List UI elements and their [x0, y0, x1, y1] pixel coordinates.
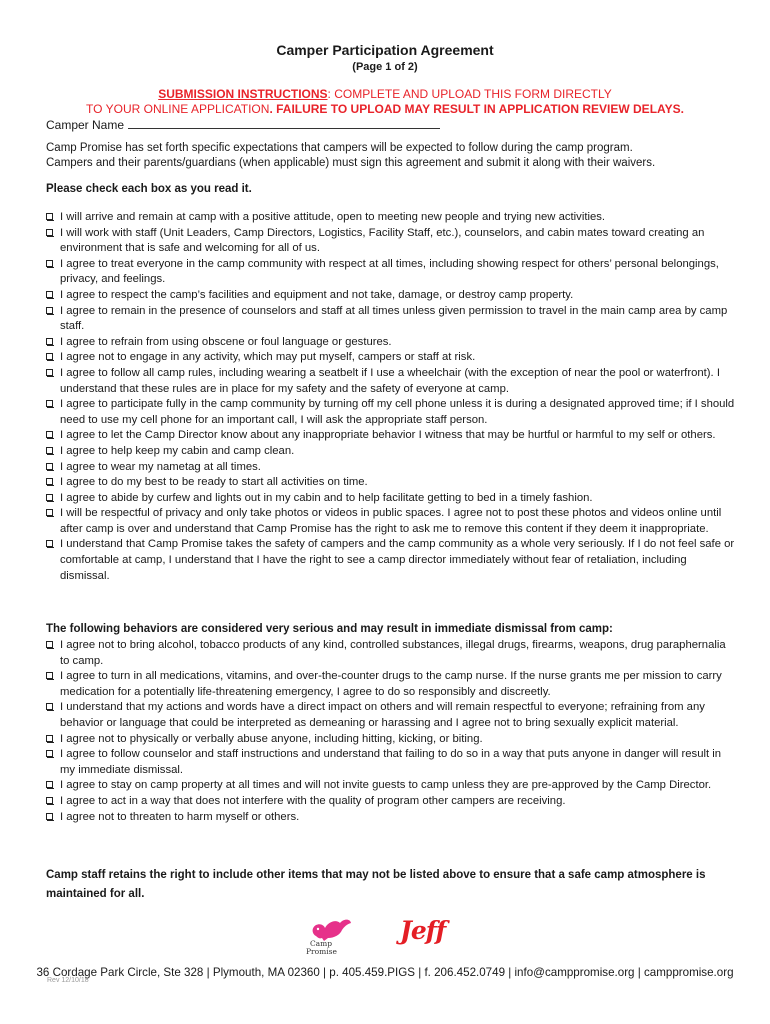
- serious-item: [46, 747, 736, 778]
- instructions-text-3: . FAILURE TO UPLOAD MAY RESULT IN APPLICATION REVIEW DELAYS.: [269, 102, 684, 116]
- agreement-text: I will be respectful of privacy and only take photos or videos in public spaces. I agree not to post these photos and videos online until after camp is over and understand that Camp Promise has the right to ask me to remove this content if they deem it inappropriate.: [60, 507, 722, 535]
- agreement-text: I agree to let the Camp Director know about any inappropriate behavior I witness that may be hurtful or harmful to my self or others.: [60, 429, 716, 442]
- camper-name-field[interactable]: [128, 117, 440, 129]
- serious-item: [46, 778, 736, 794]
- agreement-item: [46, 257, 736, 288]
- agreement-text: I agree to refrain from using obscene or foul language or gestures.: [60, 335, 392, 348]
- agreement-item: [46, 304, 736, 335]
- camper-name-row: [46, 117, 440, 132]
- agreement-text: I agree to follow all camp rules, including wearing a seatbelt if I use a wheelchair (with the exception of near the pool or waterfront). I understand that these rules are in place for my safety and the safety of everyone at camp.: [60, 366, 720, 395]
- agreement-item: [46, 444, 736, 460]
- checkbox[interactable]: [46, 307, 53, 314]
- agreement-list: [46, 210, 736, 584]
- checkbox[interactable]: [46, 478, 53, 485]
- serious-text: I agree to act in a way that does not interfere with the quality of program other campers are receiving.: [60, 794, 566, 807]
- agreement-text: I agree to treat everyone in the camp community with respect at all times, including showing respect for others’ personal belongings, privacy, and feelings.: [60, 257, 719, 286]
- checkbox[interactable]: [46, 641, 53, 648]
- checkbox[interactable]: [46, 260, 53, 267]
- agreement-text: I agree not to engage in any activity, which may put myself, campers or staff at risk.: [60, 351, 476, 364]
- checkbox[interactable]: [46, 781, 53, 788]
- checkbox[interactable]: [46, 229, 53, 236]
- agreement-item: [46, 460, 736, 476]
- agreement-item: [46, 350, 736, 366]
- checkbox[interactable]: [46, 703, 53, 710]
- serious-item: [46, 732, 736, 748]
- instructions-text-1: : COMPLETE AND UPLOAD THIS FORM DIRECTLY: [327, 87, 612, 101]
- checkbox[interactable]: [46, 797, 53, 804]
- checkbox[interactable]: [46, 338, 53, 345]
- agreement-item: [46, 288, 736, 304]
- serious-text: I understand that my actions and words have a direct impact on others and will remain respectful to everyone; refraining from any behavior or language that could be interpreted as demeaning or harassing and I agree not to bring sexually explicit material.: [60, 701, 705, 729]
- agreement-item: [46, 537, 736, 584]
- agreement-text: I agree to participate fully in the camp community by turning off my cell phone unless it is during a designated approved time; if I should need to use my cell phone for an important call, I will ask the appropriate staff person.: [60, 398, 735, 426]
- checkbox[interactable]: [46, 369, 53, 376]
- agreement-text: I will arrive and remain at camp with a positive attitude, open to meeting new people and trying new activities.: [60, 211, 606, 223]
- jeff-logo: [400, 916, 450, 952]
- revision-stamp: Rev 12/10/18: [47, 977, 89, 984]
- serious-behaviors-heading: The following behaviors are considered very serious and may result in immediate dismissal from camp:: [46, 623, 613, 635]
- checkbox[interactable]: [46, 735, 53, 742]
- checkbox[interactable]: [46, 213, 53, 220]
- serious-item: [46, 700, 736, 731]
- instructions-text-2: TO YOUR ONLINE APPLICATION: [86, 102, 270, 116]
- serious-text: I agree to stay on camp property at all times and will not invite guests to camp unless they are pre-approved by the Camp Director.: [60, 779, 712, 792]
- serious-text: I agree not to physically or verbally abuse anyone, including hitting, kicking, or biting.: [60, 732, 483, 745]
- checkbox[interactable]: [46, 540, 53, 547]
- jeff-logo-text: Jeff: [400, 916, 446, 945]
- serious-text: I agree to turn in all medications, vitamins, and over-the-counter drugs to the camp nurse. If the nurse grants me per mission to carry medication for a potentially life-threatening emergency, I agree to do so responsibly and discreetly.: [60, 670, 722, 698]
- agreement-item: [46, 226, 736, 257]
- page-title: Camper Participation Agreement: [276, 42, 494, 58]
- agreement-text: I agree to respect the camp’s facilities and equipment and not take, damage, or destroy camp property.: [60, 288, 574, 301]
- checkbox[interactable]: [46, 494, 53, 501]
- checkbox[interactable]: [46, 463, 53, 470]
- serious-text: I agree not to threaten to harm myself or others.: [60, 810, 300, 823]
- agreement-text: I will work with staff (Unit Leaders, Camp Directors, Logistics, Facility Staff, etc.), counselors, and cabin mates toward creating an environment that is safe and welcoming for all of us.: [60, 226, 705, 255]
- serious-item: [46, 810, 736, 826]
- agreement-item: [46, 491, 736, 507]
- checkbox[interactable]: [46, 509, 53, 516]
- checkbox[interactable]: [46, 750, 53, 757]
- checkbox[interactable]: [46, 447, 53, 454]
- agreement-item: [46, 335, 736, 351]
- serious-item: [46, 794, 736, 810]
- camp-promise-logo: [306, 914, 358, 962]
- instructions-label: SUBMISSION INSTRUCTIONS: [158, 87, 328, 101]
- footer-contact: 36 Cordage Park Circle, Ste 328 | Plymouth, MA 02360 | p. 405.459.PIGS | f. 206.452.0749 | info@camppromise.org | camppromise.org: [36, 966, 734, 979]
- checkbox[interactable]: [46, 813, 53, 820]
- camper-name-label: Camper Name: [46, 118, 125, 132]
- agreement-item: [46, 397, 736, 428]
- check-heading: Please check each box as you read it.: [46, 183, 252, 195]
- checkbox[interactable]: [46, 431, 53, 438]
- agreement-item: [46, 506, 736, 537]
- agreement-text: I agree to wear my nametag at all times.: [60, 460, 261, 473]
- agreement-item: [46, 210, 736, 226]
- closing-statement: Camp staff retains the right to include other items that may not be listed above to ensure that a safe camp atmosphere is maintained for all.: [46, 869, 706, 900]
- agreement-text: I understand that Camp Promise takes the safety of campers and the camp community as a whole very seriously. If I do not feel safe or comfortable at camp, I understand that I have the right to see a camp director immediately without fear of retaliation, including dismissal.: [60, 538, 735, 582]
- serious-text: I agree to follow counselor and staff instructions and understand that failing to do so in a way that puts anyone in danger will result in my immediate dismissal.: [60, 748, 722, 776]
- serious-behaviors-list: [46, 638, 736, 825]
- checkbox[interactable]: [46, 291, 53, 298]
- intro-line-2: Campers and their parents/guardians (when applicable) must sign this agreement and submit it along with their waivers.: [46, 157, 656, 169]
- serious-text: I agree not to bring alcohol, tobacco products of any kind, controlled substances, illegal drugs, firearms, weapons, drug paraphernalia to camp.: [60, 639, 726, 667]
- agreement-item: [46, 428, 736, 444]
- checkbox[interactable]: [46, 672, 53, 679]
- serious-item: [46, 669, 736, 700]
- checkbox[interactable]: [46, 400, 53, 407]
- agreement-text: I agree to help keep my cabin and camp clean.: [60, 444, 295, 457]
- agreement-text: I agree to remain in the presence of counselors and staff at all times unless given permission to travel in the main camp area by camp staff.: [60, 304, 728, 333]
- camp-promise-logo-text: Camp Promise: [306, 939, 337, 956]
- intro-line-1: Camp Promise has set forth specific expectations that campers will be expected to follow during the camp program.: [46, 142, 633, 154]
- checkbox[interactable]: [46, 353, 53, 360]
- intro-paragraph: [46, 141, 736, 171]
- agreement-item: [46, 366, 736, 397]
- agreement-item: [46, 475, 736, 491]
- page-subtitle: (Page 1 of 2): [352, 61, 418, 73]
- serious-item: [46, 638, 736, 669]
- agreement-text: I agree to do my best to be ready to start all activities on time.: [60, 476, 368, 489]
- submission-instructions: [0, 87, 770, 117]
- agreement-text: I agree to abide by curfew and lights out in my cabin and to help facilitate getting to bed in a timely fashion.: [60, 491, 593, 504]
